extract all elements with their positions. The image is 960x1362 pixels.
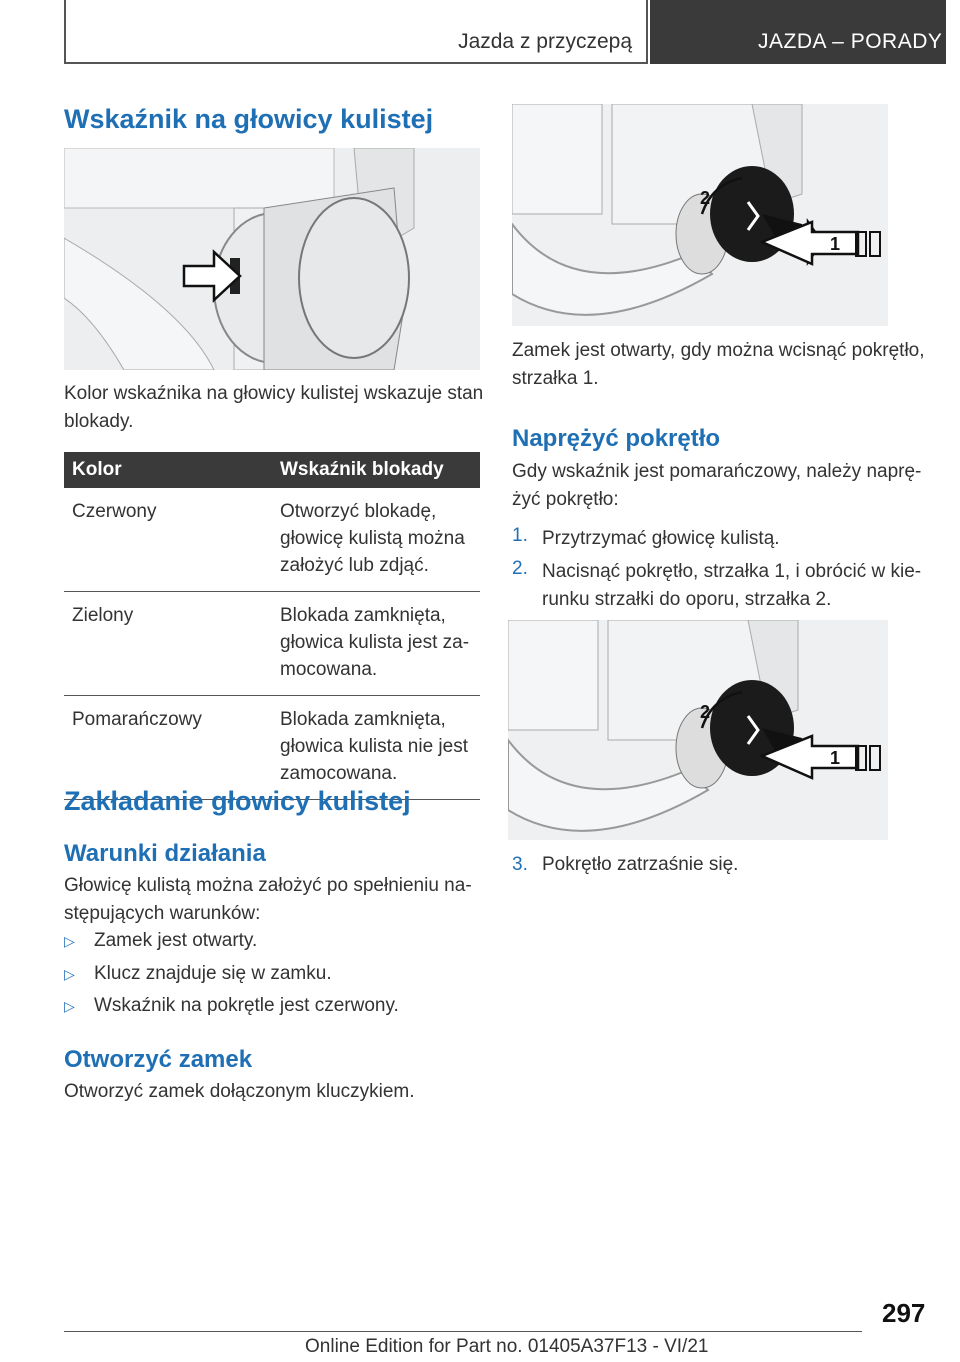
table-cell-color: Zielony — [64, 592, 272, 696]
table-header-indicator: Wskaźnik blokady — [272, 452, 480, 488]
open-lock-text: Otworzyć zamek dołączonym kluczykiem. — [64, 1081, 415, 1102]
table-cell-status: Otworzyć blokadę, głowicę kulistą można założyć lub zdjąć. — [272, 488, 480, 592]
bullet-triangle-icon: ▷ — [64, 966, 75, 982]
knob-caption: Zamek jest otwarty, gdy można wcisnąć pokrętło, strzałka 1. — [512, 340, 925, 389]
header-section-title: Jazda z przyczepą — [458, 30, 632, 53]
knob-image-1 — [512, 104, 888, 326]
step-number: 1. — [512, 525, 528, 546]
section-title-mounting: Zakładanie głowicy kulistej — [64, 786, 411, 816]
table-header-row — [64, 452, 480, 488]
step-item: 3. Pokrętło zatrzaśnie się. — [512, 854, 739, 875]
page-title: Wskaźnik na głowicy kulistej — [64, 104, 434, 134]
conditions-text: Głowicę kulistą można założyć po spełnieniu na-stępujących warunków: — [64, 875, 472, 924]
step-item: 1. Przytrzymać głowicę kulistą. — [512, 525, 780, 549]
header-chapter-title: JAZDA – PORADY — [758, 30, 943, 53]
intro-text: Kolor wskaźnika na głowicy kulistej wskazuje stan blokady. — [64, 383, 484, 432]
table-row — [64, 696, 480, 800]
step-number: 2. — [512, 558, 528, 579]
table-header-color: Kolor — [64, 452, 272, 488]
table-cell-status: Blokada zamknięta, głowica kulista nie jest zamocowana. — [272, 696, 480, 800]
table-row — [64, 488, 480, 592]
header-section-box — [64, 0, 648, 64]
bullet-triangle-icon: ▷ — [64, 998, 75, 1014]
arrow-1-label: 1 — [830, 234, 841, 254]
conditions-title: Warunki działania — [64, 840, 266, 867]
list-item: ▷ Zamek jest otwarty. — [64, 930, 258, 951]
page-number: 297 — [882, 1298, 926, 1328]
bullet-triangle-icon: ▷ — [64, 933, 75, 949]
arrow-2-label: 2 — [700, 188, 711, 208]
table-row — [64, 592, 480, 696]
footer-divider — [64, 1331, 862, 1332]
step-item: 2. Nacisnąć pokrętło, strzałka 1, i obrócić w kie-runku strzałki do oporu, strzałka 2. — [512, 558, 922, 610]
footer-edition: Online Edition for Part no. 01405A37F13 - VI/21 — [305, 1336, 709, 1357]
list-item: ▷ Klucz znajduje się w zamku. — [64, 963, 332, 984]
indicator-table — [64, 452, 480, 800]
table-cell-status: Blokada zamknięta, głowica kulista jest za-mocowana. — [272, 592, 480, 696]
table-cell-color: Czerwony — [64, 488, 272, 592]
arrow-2-label: 2 — [700, 702, 711, 722]
tension-text: Gdy wskaźnik jest pomarańczowy, należy naprę-żyć pokrętło: — [512, 461, 922, 510]
tension-title: Naprężyć pokrętło — [512, 425, 721, 452]
header-chapter-box — [650, 0, 946, 64]
open-lock-title: Otworzyć zamek — [64, 1046, 253, 1073]
step-number: 3. — [512, 854, 528, 875]
ball-head-indicator-image — [64, 148, 480, 370]
arrow-1-label: 1 — [830, 748, 841, 768]
list-item: ▷ Wskaźnik na pokrętle jest czerwony. — [64, 995, 399, 1016]
knob-image-2 — [508, 620, 888, 840]
table-cell-color: Pomarańczowy — [64, 696, 272, 800]
